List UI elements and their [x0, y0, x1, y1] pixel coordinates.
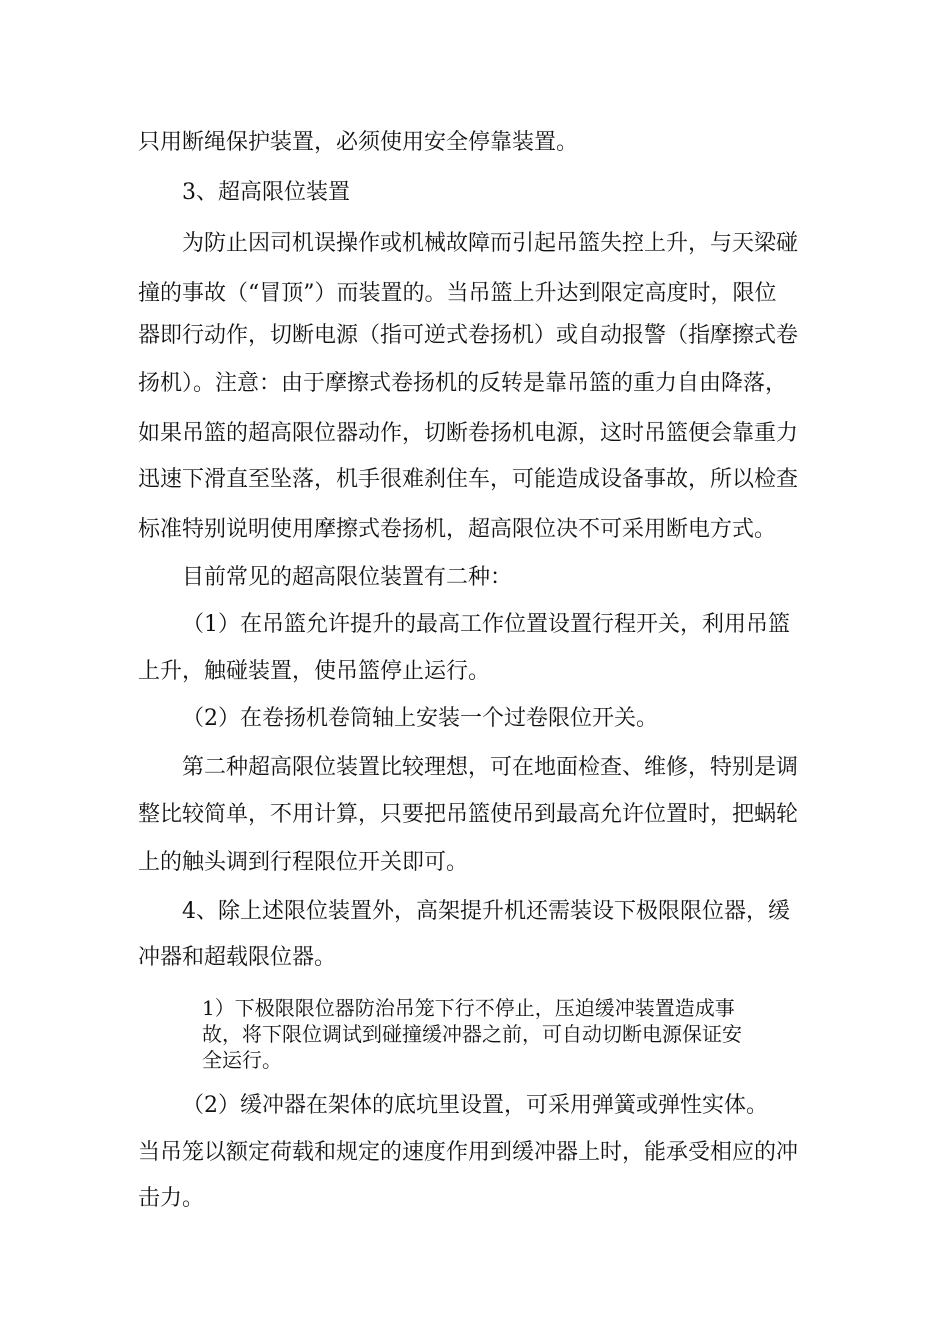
paragraph-line: 上的触头调到行程限位开关即可。 [138, 850, 469, 875]
paragraph-line: 标准特别说明使用摩擦式卷扬机，超高限位决不可采用断电方式。 [138, 517, 777, 542]
paragraph-line: 扬机）。注意：由于摩擦式卷扬机的反转是靠吊篮的重力自由降落， [138, 371, 788, 396]
paragraph-line: 目前常见的超高限位装置有二种： [182, 565, 513, 590]
paragraph-line: 整比较简单，不用计算，只要把吊篮使吊到最高允许位置时，把蜗轮 [138, 802, 799, 827]
list-item-line: 1）下极限限位器防治吊笼下行不停止，压迫缓冲装置造成事 [202, 996, 735, 1020]
paragraph-line: 如果吊篮的超高限位器动作，切断卷扬机电源，这时吊篮便会靠重力 [138, 421, 799, 446]
list-item-line: （2）在卷扬机卷筒轴上安装一个过卷限位开关。 [182, 706, 658, 731]
paragraph-line: 第二种超高限位装置比较理想，可在地面检查、维修，特别是调 [182, 755, 799, 780]
list-item-line: 故，将下限位调试到碰撞缓冲器之前，可自动切断电源保证安 [202, 1022, 742, 1046]
paragraph-line: 只用断绳保护装置，必须使用安全停靠装置。 [138, 130, 579, 155]
paragraph-line: 击力。 [138, 1186, 205, 1211]
list-item-line: 全运行。 [202, 1048, 282, 1072]
list-item-line: （2）缓冲器在架体的底坑里设置，可采用弹簧或弹性实体。 [182, 1093, 768, 1118]
paragraph-line: 当吊笼以额定荷载和规定的速度作用到缓冲器上时，能承受相应的冲 [138, 1140, 799, 1165]
list-item-line: 上升，触碰装置，使吊篮停止运行。 [138, 659, 491, 684]
paragraph-line: 4、除上述限位装置外，高架提升机还需装设下极限限位器，缓 [182, 899, 790, 924]
section-heading: 3、超高限位装置 [182, 180, 350, 205]
paragraph-line: 迅速下滑直至坠落，机手很难刹住车，可能造成设备事故，所以检查 [138, 467, 799, 492]
list-item-line: （1）在吊篮允许提升的最高工作位置设置行程开关，利用吊篮 [182, 612, 790, 637]
paragraph-line: 为防止因司机误操作或机械故障而引起吊篮失控上升，与天梁碰 [182, 231, 799, 256]
paragraph-line: 冲器和超载限位器。 [138, 945, 337, 970]
paragraph-line: 器即行动作，切断电源（指可逆式卷扬机）或自动报警（指摩擦式卷 [138, 323, 799, 348]
paragraph-line: 撞的事故（“冒顶”）而装置的。当吊篮上升达到限定高度时，限位 [138, 281, 777, 306]
